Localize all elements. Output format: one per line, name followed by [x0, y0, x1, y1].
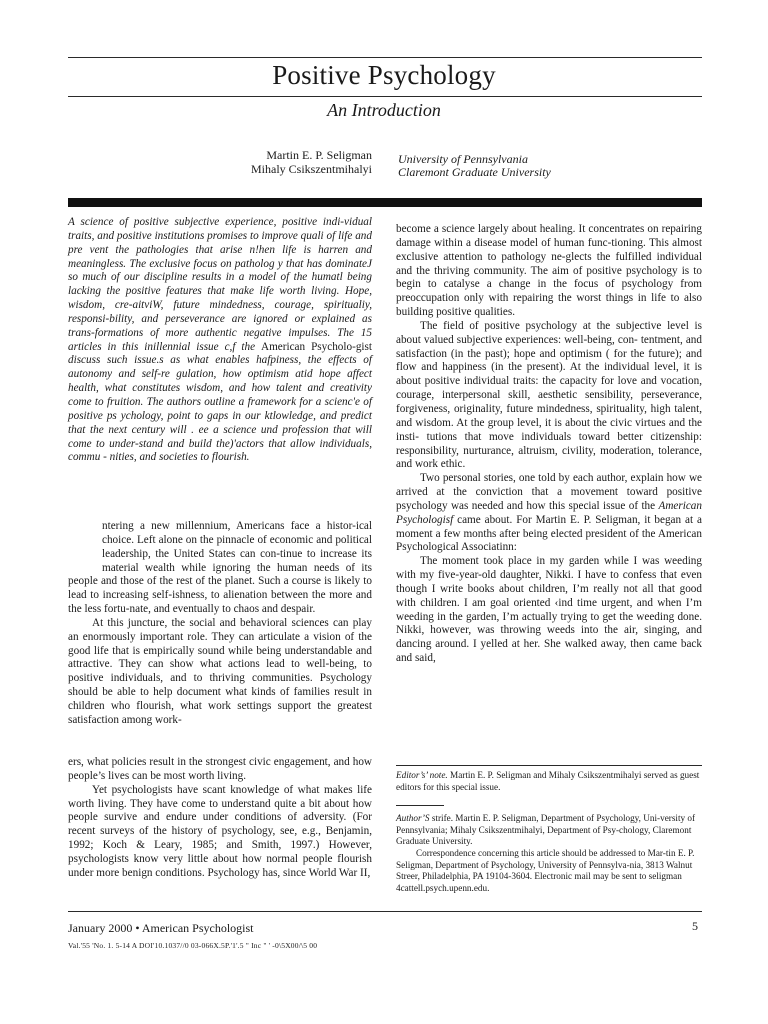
abstract	[68, 216, 372, 465]
title-rule	[68, 96, 702, 97]
footnote-gap	[396, 793, 702, 813]
intro-paragraph: ntering a new millennium, Americans face a histor-ical choice. Left alone on the pinnacle of economic and political leadership, the United States can con-tinue to increase its material wealth while ignoring the human needs of its people and those of the rest of the planet. Such a course is likely to lead to increasing self-ishness, to alienation between the more and the less fortu-nate, and eventually to chaos and despair.	[68, 520, 372, 616]
author-name: Martin E. P. Seligman	[266, 148, 372, 162]
footnote-rule	[396, 765, 702, 766]
author-name: Mihaly Csikszentmihalyi	[251, 162, 372, 176]
journal-name: American Psychologisf	[396, 499, 702, 526]
affiliation-list	[398, 153, 698, 179]
quoted-story: The moment took place in my garden while I was weeding with my five-year-old daughter, Nikki. I have to confess that even though I write books about children, I’m really not all that good with children. I am goal oriented ‹ind time urgent, and when I’m weeding in the garden, I’m actually trying to get the weeding done. Nikki, however, was throwing weeds into the air, singing, and dancing around. I yelled at her. She walked away, then came back and said,	[396, 555, 702, 665]
abstract-text: A science of positive subjective experience, positive indi-vidual traits, and positive institutions promises to improve quali of life and pre vent the pathologies that arise n!hen life is harren and meaningless. The exclusive focus on patholog y that has dominateJ so much of our discipline results in a model of the humatl being lacking the positive features that make life worth living. Hope, wisdom, cre-aitviW, future mindedness, courage, spiritualiy, responsi-bility, and perseverance are ignored or explained as trans-formations of more authentic negative impulses. The 15 articles in this inillennial issue c,f the American Psycholo-gist discuss such issue.s as what enables hafpiness, the effects of autonomy and self-re gulation, how optimism atid hope affect health, what constitutes wisdom, and how talent and creativity come to fruition. The authors outline a framework for a scienc'e of positive ps ychology, point to gaps in our ktlowledge, and predict that the next century will . ee a science und profession that will come to under-stand and build the)'actors that allow individuals, commu - nities, and societies to flourish.	[68, 216, 372, 464]
author-note: Author’S strife. Martin E. P. Seligman, Department of Psychology, Uni-versity of Pennsylvania; Mihaly Csikszentmihalyi, Department of Psy-chology, Claremont Graduate University.	[396, 813, 696, 847]
affiliation: University of Pennsylvania	[398, 152, 528, 166]
article-title: Positive Psychology	[272, 60, 496, 90]
author-note-rule	[396, 805, 444, 806]
top-rule	[68, 57, 702, 58]
author-list	[150, 148, 372, 176]
affiliation: Claremont Graduate University	[398, 165, 551, 179]
intro-paragraph: Yet psychologists have scant knowledge of what makes life worth living. They have come to understand quite a bit about how people survive and endure under conditions of adversity. (For recent surveys of the history of psychology, see, e.g., Benjamin, 1992; Koch & Leary, 1985; and Smith, 1997.) However, psychologists know very little about how normal people flourish under more benign conditions. Psychology has, since World War II,	[68, 783, 372, 879]
header-thick-rule	[68, 198, 702, 207]
drop-cap-space	[68, 520, 102, 562]
intro-text	[68, 520, 372, 728]
intro-text-continued	[68, 756, 372, 881]
article-subtitle: An Introduction	[327, 100, 441, 120]
correspondence-note: Correspondence concerning this article should be addressed to Mar-tin E. P. Seligman, Department of Psychology, University of Pennsylva-nia, 3813 Walnut Streer, Philadelphia, PA 19104-3604. Electronic mail may be sent to seligman 4cattell.psych.upenn.edu.	[396, 847, 695, 893]
editor-note: Editor’s’ note. Martin E. P. Seligman and Mihaly Csikszentmihalyi served as guest editors for this special issue.	[396, 770, 700, 792]
intro-paragraph: At this juncture, the social and behavioral sciences can play an enormously important role. They can articulate a vision of the good life that is empirically sound while being understandable and attractive. They can show what actions lead to well-being, to positive individuals, and to thriving communities. Psychology should be able to help document what kinds of families result in children who flourish, what work settings support the greatest satisfaction among work-	[68, 616, 372, 726]
body-paragraph: The field of positive psychology at the subjective level is about valued subjective experiences: well-being, con- tentment, and satisfaction (in the past); hope and optimism ( for the future); and flow and happiness (in the present). At the individual level, it is about positive individual traits: the capacity for love and vocation, courage, interpersonal skill, aesthetic sensibility, perseverance, forgiveness, originality, future mindedness, spirituality, high talent, and wisdom. At the group level, it is about the civic virtues and the insti- tutions that move individuals toward better citizenship: responsibility, nurturance, altruism, civility, moderation, tolerance, and work ethic.	[396, 319, 702, 471]
footnotes	[396, 770, 702, 894]
footer-rule	[68, 911, 702, 912]
right-column-text	[396, 223, 702, 666]
page-number: 5	[692, 919, 698, 933]
body-paragraph: Two personal stories, one told by each author, explain how we arrived at the conviction that a movement toward positive psychology was needed and how this special issue of the American Psychologisf came about. For Martin E. P. Seligman, it began at a moment a few months after being elected president of the American Psychological Associatinn:	[396, 472, 702, 554]
journal-footer: January 2000 • American Psychologist	[68, 921, 254, 935]
body-paragraph: become a science largely about healing. It concentrates on repairing damage within a disease model of human func-tioning. This almost exclusive attention to pathology ne-glects the fulfilled individual and the thriving community. The aim of positive psychology is to begin to catalyse a change in the focus of psychology from preoccupation only with repairing the worst things in life to also building positive qualities.	[396, 223, 702, 319]
intro-paragraph: ers, what policies result in the strongest civic engagement, and how people’s lives can be most worth living.	[68, 756, 372, 782]
journal-name: American Psycholo-gist	[261, 340, 372, 353]
doi-line: Val.'55 'No. 1. 5-14 A DOI'10.1037//0 03-066X.5P.'1'.5 " Inc " ' -0\5X00/\5 00	[68, 941, 318, 950]
